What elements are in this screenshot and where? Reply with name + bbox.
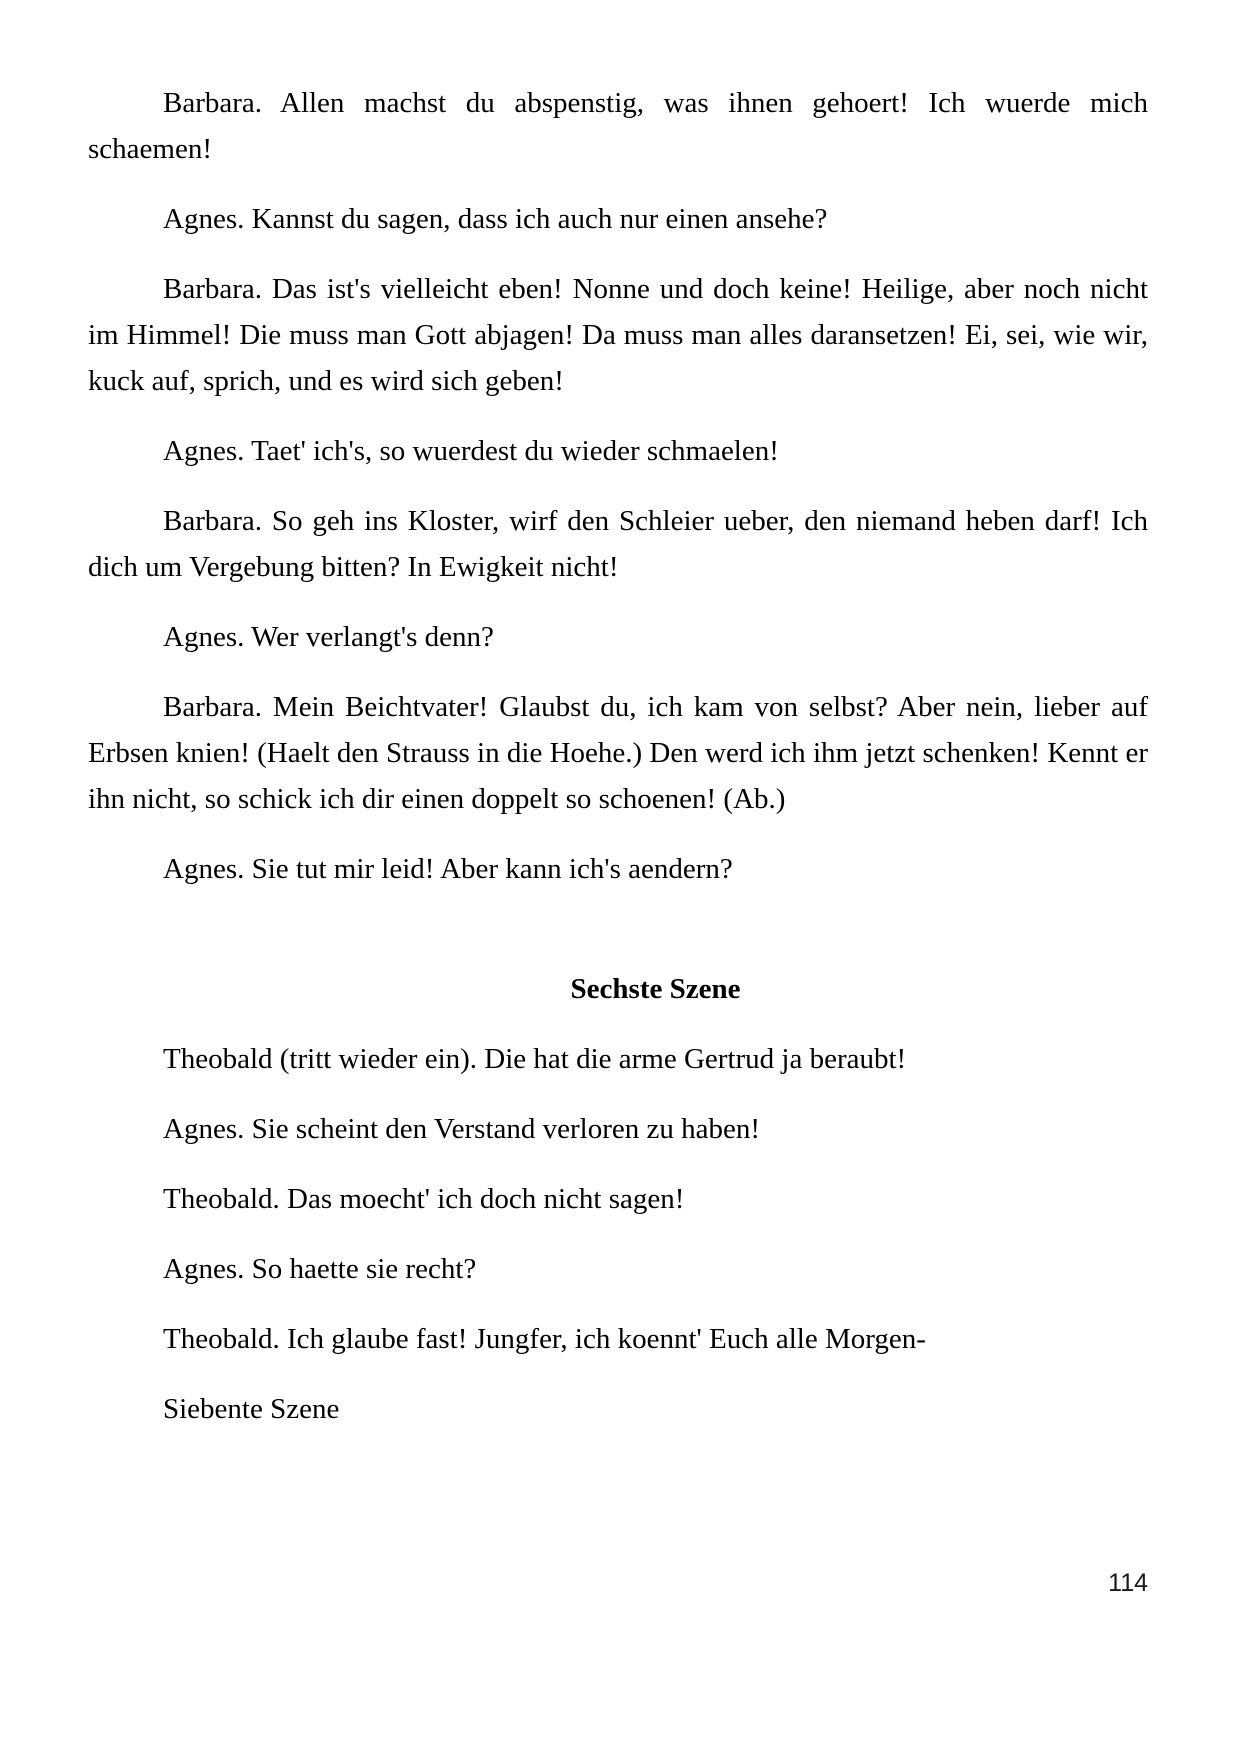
dialogue-paragraph: Theobald (tritt wieder ein). Die hat die arme Gertrud ja beraubt! [163, 1043, 907, 1075]
scene-subheading-paragraph: Siebente Szene [163, 1393, 340, 1425]
dialogue-paragraph: Agnes. So haette sie recht? [163, 1253, 477, 1285]
scene-heading: Sechste Szene [570, 973, 741, 1005]
dialogue-paragraph: Agnes. Sie tut mir leid! Aber kann ich's aendern? [163, 853, 733, 885]
dialogue-paragraph: Agnes. Sie scheint den Verstand verloren zu haben! [163, 1113, 761, 1145]
dialogue-paragraph: Barbara. So geh ins Kloster, wirf den Schleier ueber, den niemand heben darf! Ich dich um Vergebung bitten? In Ewigkeit nicht! [88, 505, 1148, 583]
dialogue-paragraph: Theobald. Ich glaube fast! Jungfer, ich koennt' Euch alle Morgen- [163, 1323, 926, 1355]
dialogue-paragraph: Agnes. Kannst du sagen, dass ich auch nur einen ansehe? [163, 203, 828, 235]
dialogue-paragraph: Theobald. Das moecht' ich doch nicht sagen! [163, 1183, 685, 1215]
page-number: 114 [1108, 1569, 1148, 1597]
dialogue-paragraph: Agnes. Taet' ich's, so wuerdest du wieder schmaelen! [163, 435, 779, 467]
dialogue-paragraph: Agnes. Wer verlangt's denn? [163, 621, 494, 653]
dialogue-paragraph: Barbara. Mein Beichtvater! Glaubst du, ich kam von selbst? Aber nein, lieber auf Erbsen knien! (Haelt den Strauss in die Hoehe.) Den werd ich ihm jetzt schenken! Kennt er ihn nicht, so schick ich dir einen doppelt so schoenen! (Ab.) [88, 691, 1148, 815]
dialogue-paragraph: Barbara. Das ist's vielleicht eben! Nonne und doch keine! Heilige, aber noch nicht im Himmel! Die muss man Gott abjagen! Da muss man alles daransetzen! Ei, sei, wie wir, kuck auf, sprich, und es wird sich geben! [88, 273, 1148, 397]
dialogue-paragraph: Barbara. Allen machst du abspenstig, was ihnen gehoert! Ich wuerde mich schaemen! [88, 87, 1148, 165]
